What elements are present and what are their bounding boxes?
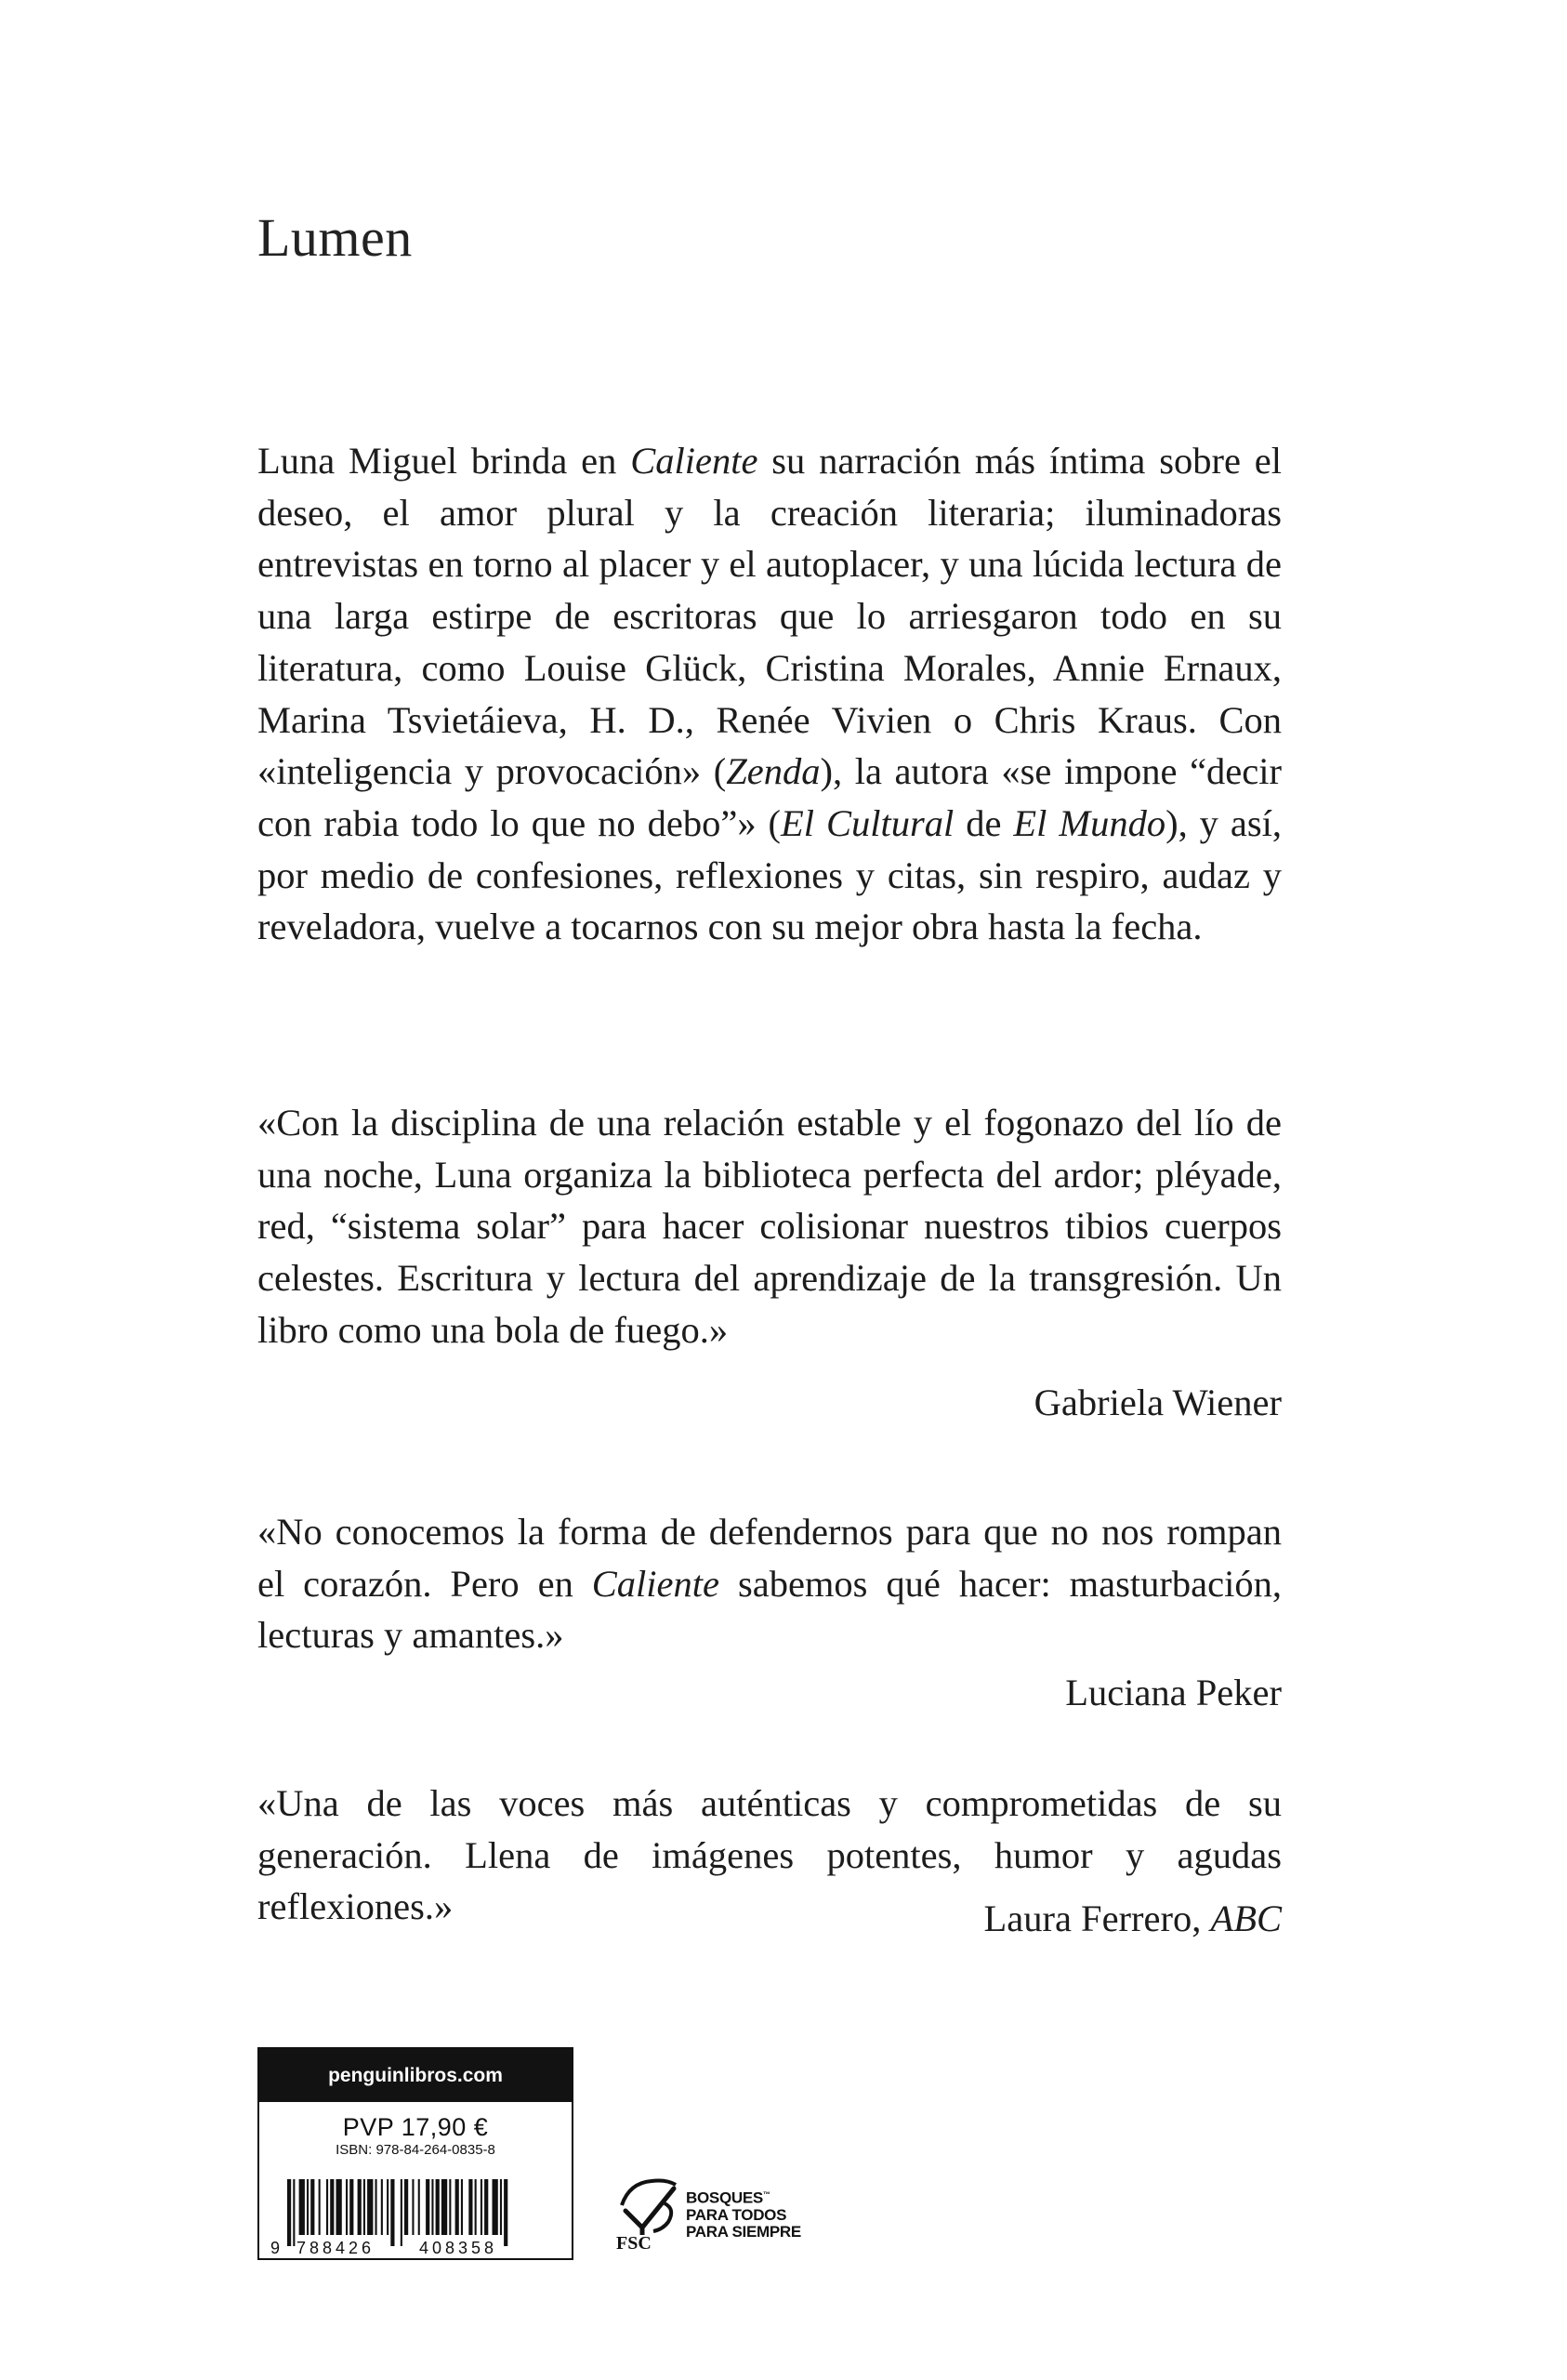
blurb-quote-text: «Con la disciplina de una relación estable y el fogonazo del lío de una noche, Luna organiza la biblioteca perfecta del ardor; pléyade, red, “sistema solar” para hacer colisionar nuestros tibios cuerpos celestes. Escritura y lectura del aprendizaje de la transgresión. Un libro como una bola de fuego.» [257,1102,1282,1351]
blurb-author-name: Laura Ferrero, [983,1897,1211,1939]
blurb-quote [257,1097,1282,1356]
source-el-cultural: El Cultural [781,801,955,844]
fsc-slogan [686,2187,801,2241]
fsc-line2: PARA TODOS [686,2205,787,2224]
blurb-quote-text: sabemos qué hacer: masturbación, lecturas y amantes.» [257,1562,1282,1657]
barcode-digit-first: 9 [270,2239,281,2257]
barcode-digits-left: 788426 [296,2239,375,2257]
barcode-icon [259,2179,572,2258]
source-zenda: Zenda [726,750,821,793]
synopsis-text-1: Luna Miguel brinda en [257,440,631,482]
website-label: penguinlibros.com [259,2049,572,2102]
barcode-digits-right: 408358 [419,2239,498,2257]
barcode-box [257,2047,573,2260]
book-title-italic: Caliente [591,1562,720,1605]
source-abc: ABC [1210,1897,1282,1939]
book-title-italic: Caliente [630,440,758,482]
blurb-author: Luciana Peker [1065,1672,1282,1713]
blurb-quote-text: «Una de las voces más auténticas y comprometidas de su generación. Llena de imágenes potentes, humor y agudas reflexiones.» [257,1782,1282,1928]
blurb-author [257,1897,1282,1940]
fsc-label: FSC [616,2233,652,2254]
fsc-trademark: ™ [762,2190,770,2199]
synopsis-text-3: ), la autora «se impone “decir con rabia todo lo que no debo”» ( [257,750,1282,844]
synopsis-text-2: su narración más íntima sobre el deseo, el amor plural y la creación literaria; iluminadoras entrevistas en torno al placer y el autoplacer, y una lúcida lectura de una larga estirpe de escritoras que lo arriesgaron todo en su literatura, como Louise Glück, Cristina Morales, Annie Ernaux, Marina Tsvietáieva, H. D., Renée Vivien o Chris Kraus. Con «inteligencia y provocación» ( [257,440,1282,793]
synopsis-text-5: ), y así, por medio de confesiones, reflexiones y citas, sin respiro, audaz y reveladora, vuelve a tocarnos con su mejor obra hasta la fecha. [257,801,1282,948]
publisher-name: Lumen [257,207,413,268]
blurb-quote-text: «No conocemos la forma de defendernos para que no nos rompan el corazón. Pero en [257,1511,1282,1605]
blurb-author: Gabriela Wiener [1034,1382,1282,1423]
isbn-label: ISBN: 978-84-264-0835-8 [336,2142,495,2158]
synopsis-text-4: de [954,801,1014,844]
blurb-quote [257,1506,1282,1661]
source-el-mundo: El Mundo [1013,801,1166,844]
fsc-line3: PARA SIEMPRE [686,2222,801,2241]
fsc-line1: BOSQUES [686,2188,763,2207]
synopsis [257,435,1282,953]
price-label: PVP 17,90 € [342,2113,489,2141]
